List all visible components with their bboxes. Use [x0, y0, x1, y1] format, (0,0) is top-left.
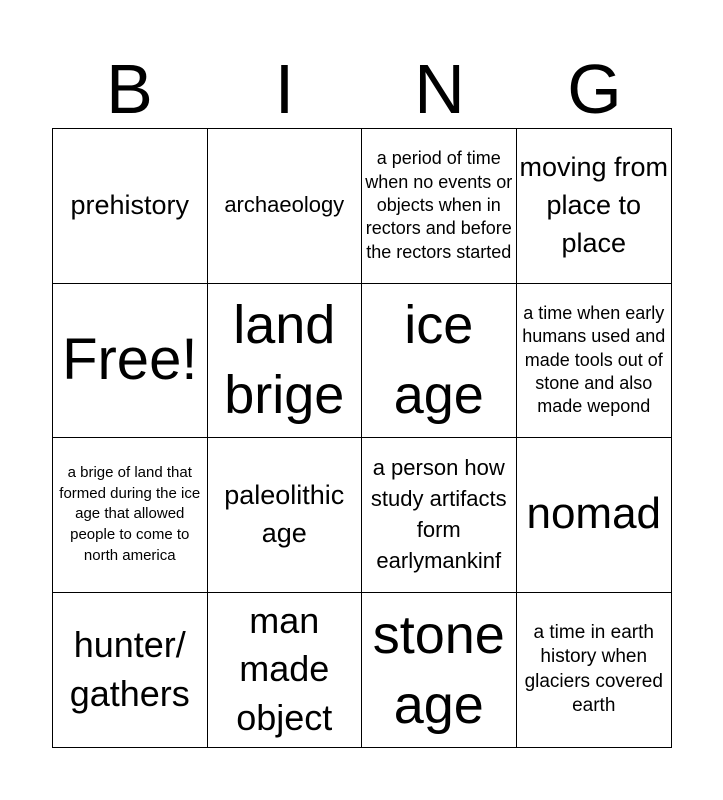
cell-text: a period of time when no events or objects when in rectors and before the rectors started — [365, 148, 513, 262]
cell-text: land brige — [224, 295, 345, 426]
cell-text: a person how study artifacts form earlymankinf — [370, 455, 507, 573]
cell-text: paleolithic age — [224, 479, 345, 548]
cell-text: archaeology — [224, 192, 345, 218]
bingo-cell[interactable] — [208, 129, 363, 284]
cell-text: man made object — [236, 599, 333, 739]
cell-text: prehistory — [70, 189, 190, 220]
cell-text: moving from place to place — [519, 152, 669, 258]
bingo-cell[interactable] — [362, 129, 517, 284]
bingo-cell[interactable] — [517, 129, 672, 284]
cell-text: a time in earth history when glaciers covered earth — [524, 622, 663, 717]
bingo-cell[interactable] — [208, 438, 363, 593]
bingo-cell[interactable] — [53, 129, 208, 284]
cell-text: a brige of land that formed during the ice age that allowed people to come to north america — [59, 464, 201, 564]
cell-text: Free! — [62, 327, 198, 392]
free-cell[interactable] — [53, 284, 208, 439]
bingo-cell[interactable] — [362, 593, 517, 748]
bingo-cell[interactable] — [362, 284, 517, 439]
bingo-cell[interactable] — [517, 438, 672, 593]
cell-text: stone age — [372, 604, 505, 735]
header-letter-n: N — [414, 50, 465, 128]
header-letter-i: I — [274, 50, 295, 128]
bingo-cell[interactable] — [517, 593, 672, 748]
bingo-cell[interactable] — [517, 284, 672, 439]
cell-text: a time when early humans used and made tools out of stone and also made wepond — [522, 302, 666, 417]
bingo-header — [52, 50, 672, 128]
cell-text: ice age — [393, 295, 484, 426]
bingo-cell[interactable] — [53, 593, 208, 748]
bingo-cell[interactable] — [53, 438, 208, 593]
cell-text: hunter/ gathers — [69, 624, 190, 714]
cell-text: nomad — [526, 489, 662, 539]
header-letter-b: B — [106, 50, 153, 128]
bingo-grid — [52, 128, 672, 748]
bingo-cell[interactable] — [362, 438, 517, 593]
header-letter-g: G — [567, 50, 622, 128]
bingo-cell[interactable] — [208, 284, 363, 439]
bingo-cell[interactable] — [208, 593, 363, 748]
